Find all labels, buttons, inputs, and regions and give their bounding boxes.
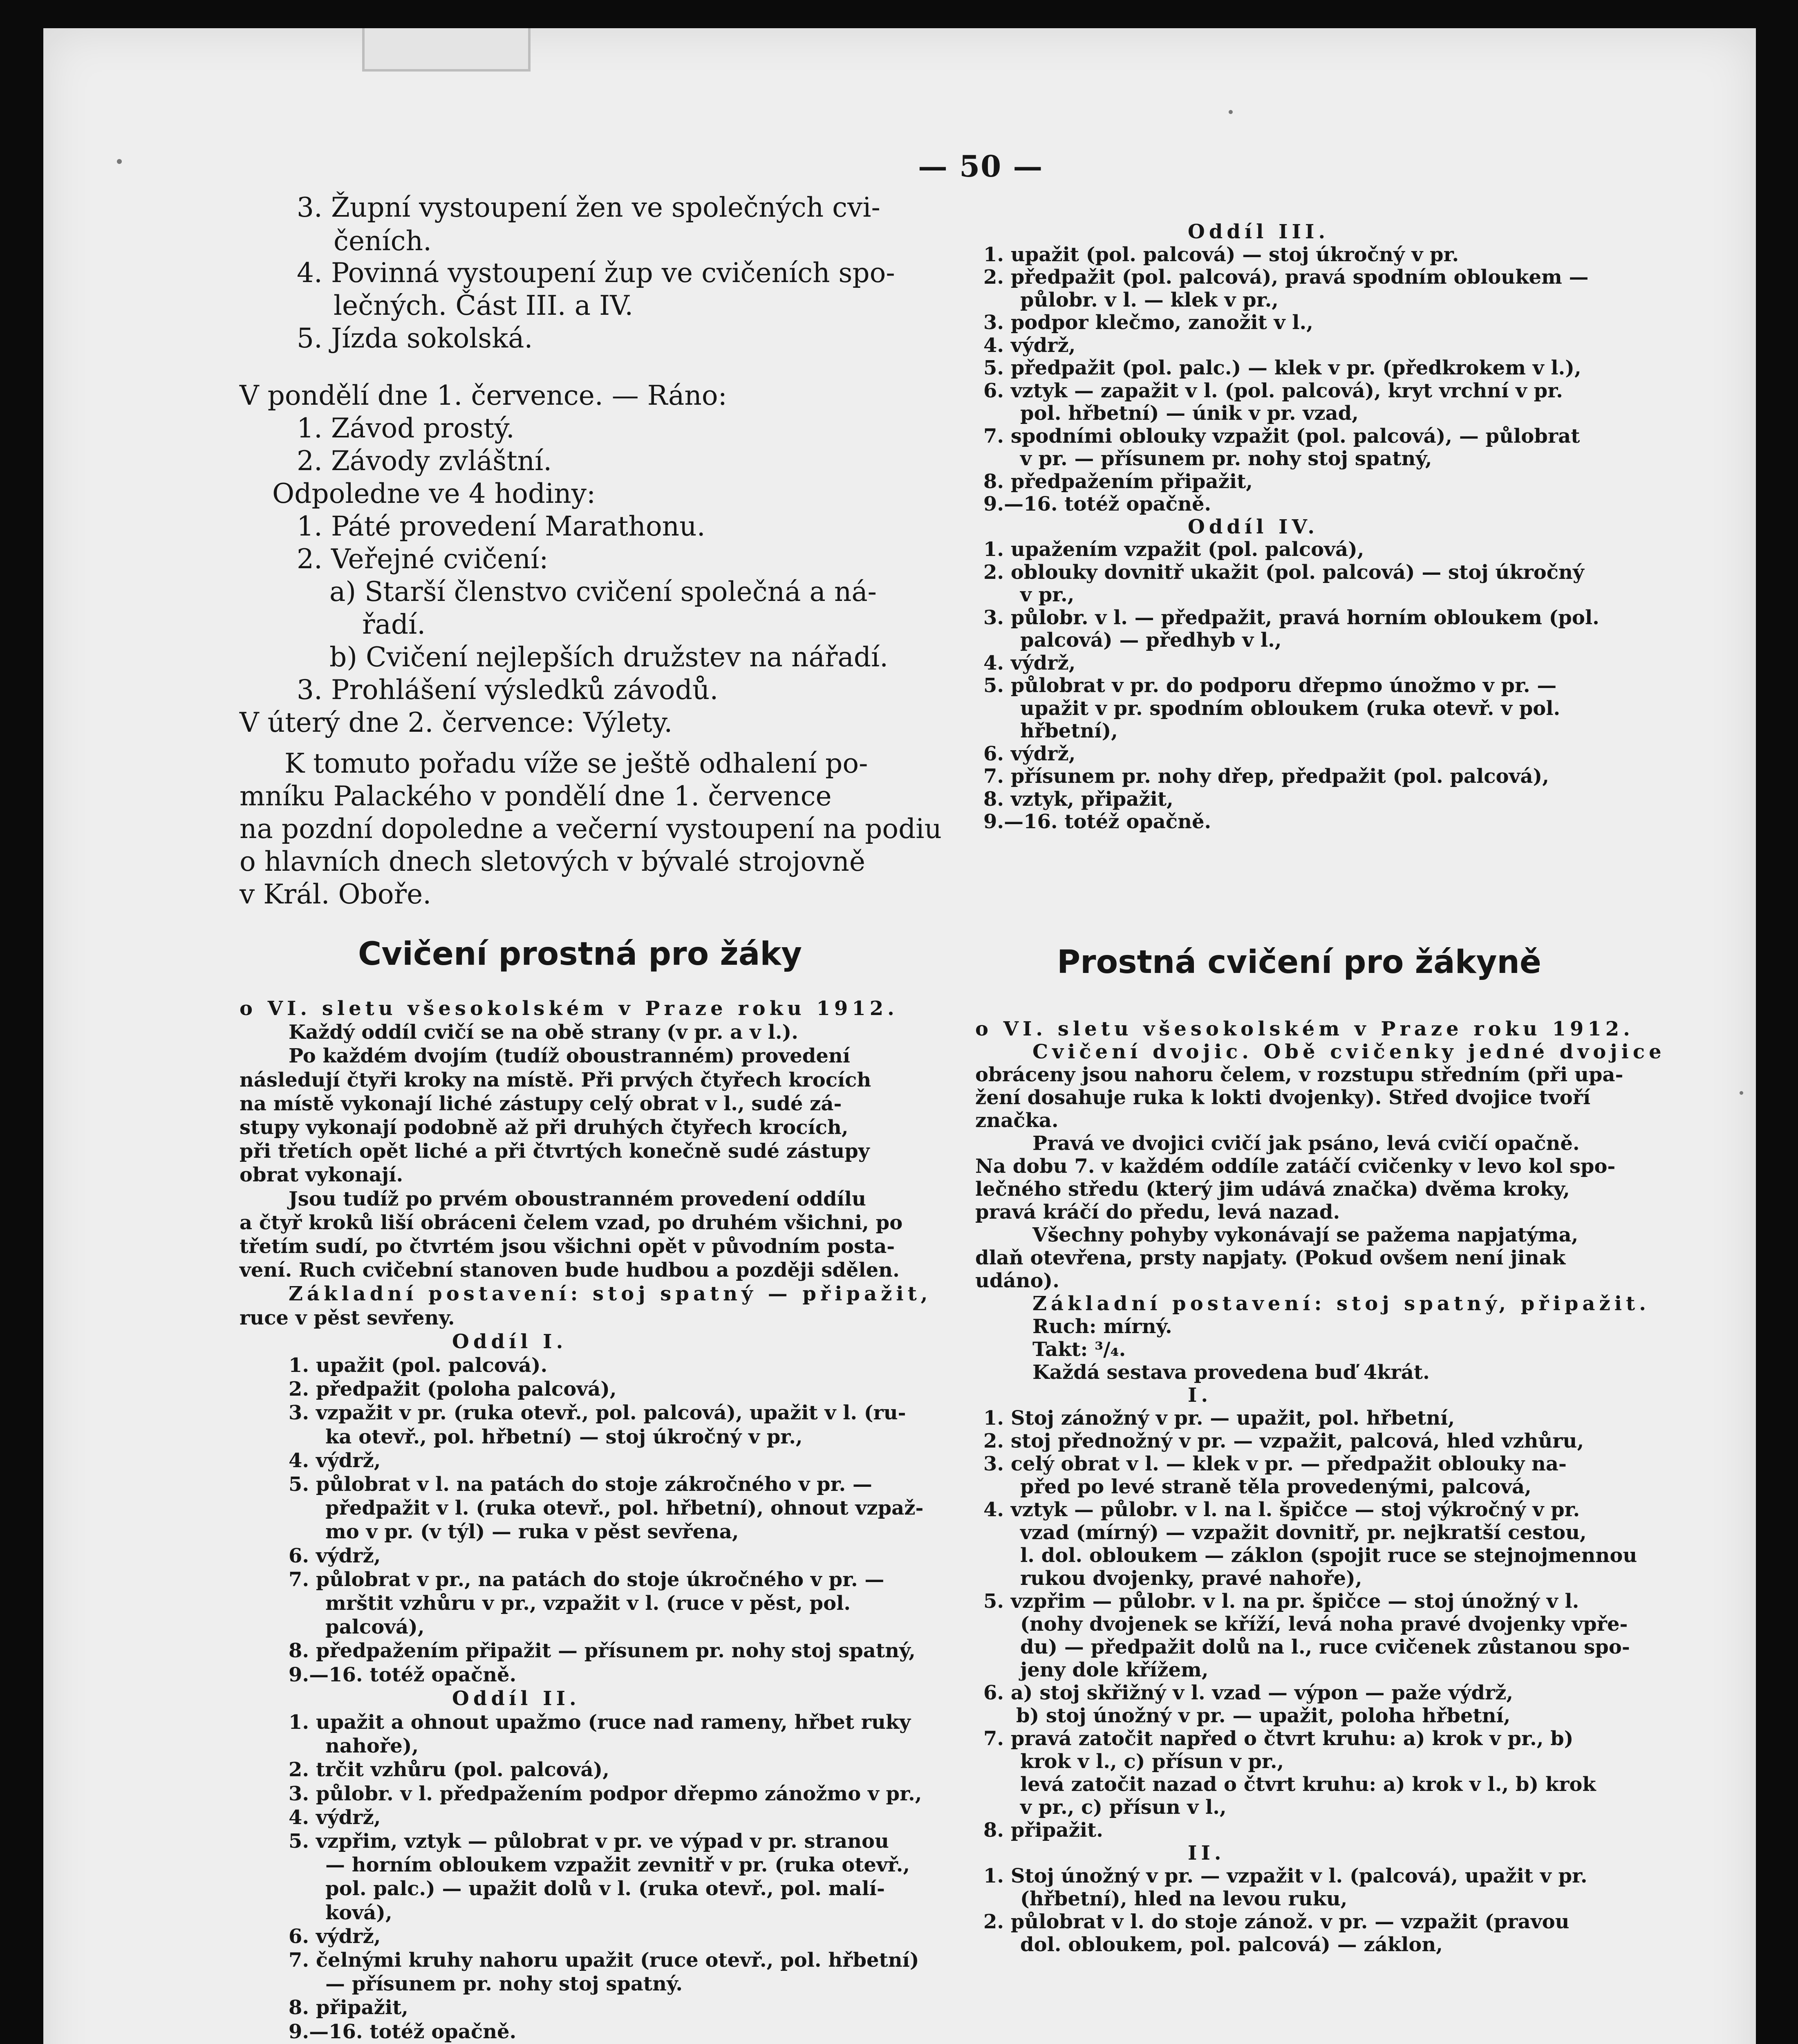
text-line: půlobr. v l. — klek v pr.,	[1020, 288, 1279, 312]
program-line: V úterý dne 2. července: Výlety.	[240, 707, 673, 738]
text-line: Základní postavení: stoj spatný — připažit,	[289, 1282, 932, 1306]
text-line: 3. podpor klečmo, zanožit v l.,	[983, 311, 1313, 334]
program-line: Odpoledne ve 4 hodiny:	[272, 478, 596, 509]
text-line: 3. půlobr. v l. — předpažit, pravá horním obloukem (pol.	[983, 606, 1599, 629]
text-line: 2. stoj přednožný v pr. — vzpažit, palcová, hled vzhůru,	[983, 1430, 1584, 1452]
text-line: hřbetní),	[1020, 719, 1118, 742]
text-line: pol. palc.) — upažit dolů v l. (ruka otevř., pol. malí-	[325, 1877, 885, 1901]
text-line: Oddíl II.	[452, 1687, 580, 1710]
program-line: mníku Palackého v pondělí dne 1. července	[240, 780, 832, 812]
text-line: mrštit vzhůru v pr., vzpažit v l. (ruce v pěst, pol.	[325, 1592, 851, 1615]
text-line: Oddíl IV.	[1188, 515, 1319, 538]
program-line: a) Starší členstvo cvičení společná a ná-	[329, 576, 877, 607]
text-line: jeny dole křížem,	[1020, 1659, 1209, 1681]
text-line: upažit v pr. spodním obloukem (ruka otevř. v pol.	[1020, 697, 1561, 720]
text-line: 5. vzpřim — půlobr. v l. na pr. špičce — stoj únožný v l.	[983, 1590, 1579, 1613]
paper-speck	[1229, 110, 1233, 114]
program-line: V pondělí dne 1. července. — Ráno:	[240, 380, 727, 411]
text-line: 3. půlobr. v l. předpažením podpor dřepmo zánožmo v pr.,	[289, 1782, 922, 1805]
text-line: 7. pravá zatočit napřed o čtvrt kruhu: a) krok v pr., b)	[983, 1727, 1574, 1750]
text-line: 6. a) stoj skřižný v l. vzad — výpon — paže výdrž,	[983, 1681, 1514, 1704]
program-line: o hlavních dnech sletových v bývalé strojovně	[240, 846, 865, 877]
paper-speck	[1740, 1091, 1743, 1095]
program-line: K tomuto pořadu víže se ještě odhalení po-	[284, 748, 868, 779]
program-line: 4. Povinná vystoupení žup ve cvičeních spo-	[297, 257, 895, 289]
text-line: 7. spodními oblouky vzpažit (pol. palcová), — půlobrat	[983, 424, 1580, 448]
section-heading-girls: Prostná cvičení pro žákyně	[1057, 944, 1541, 981]
text-line: 9.—16. totéž opačně.	[983, 493, 1211, 515]
text-line: vzad (mírný) — vzpažit dovnitř, pr. nejkratší cestou,	[1020, 1521, 1587, 1544]
program-line: 1. Závod prostý.	[297, 412, 515, 444]
text-line: Oddíl I.	[452, 1330, 567, 1353]
text-line: — přísunem pr. nohy stoj spatný.	[325, 1972, 683, 1996]
text-line: 9.—16. totéž opačně.	[289, 1663, 517, 1686]
text-line: dol. obloukem, pol. palcová) — záklon,	[1020, 1933, 1443, 1956]
text-line: následují čtyři kroky na místě. Při prvých čtyřech krocích	[240, 1068, 871, 1091]
text-line: Po každém dvojím (tudíž oboustranném) provedení	[289, 1044, 851, 1068]
text-line: 9.—16. totéž opačně.	[289, 2020, 517, 2043]
text-line: 4. výdrž,	[983, 334, 1076, 357]
text-line: II.	[1188, 1842, 1225, 1865]
text-line: 1. upažit (pol. palcová).	[289, 1354, 548, 1377]
text-line: pol. hřbetní) — únik v pr. vzad,	[1020, 402, 1359, 425]
program-line: 3. Župní vystoupení žen ve společných cvi-	[297, 192, 880, 223]
text-line: 1. upažit a ohnout upažmo (ruce nad rameny, hřbet ruky	[289, 1711, 911, 1734]
text-line: Všechny pohyby vykonávají se pažema napjatýma,	[1032, 1224, 1579, 1246]
text-line: před po levé straně těla provedenými, palcová,	[1020, 1475, 1532, 1498]
text-line: 6. výdrž,	[983, 742, 1076, 765]
program-line: řadí.	[362, 609, 426, 640]
text-line: 7. půlobrat v pr., na patách do stoje úkročného v pr. —	[289, 1568, 884, 1591]
program-line: lečných. Část III. a IV.	[334, 290, 634, 321]
text-line: 4. výdrž,	[289, 1806, 381, 1829]
text-line: 4. vztyk — půlobr. v l. na l. špičce — stoj výkročný v pr.	[983, 1498, 1580, 1521]
text-line: Jsou tudíž po prvém oboustranném provedení oddílu	[289, 1187, 866, 1210]
text-line: 8. připažit,	[289, 1996, 408, 2019]
program-line: v Král. Oboře.	[240, 879, 432, 910]
text-line: 4. výdrž,	[289, 1449, 381, 1472]
text-line: 1. upažit (pol. palcová) — stoj úkročný v pr.	[983, 243, 1459, 266]
document-page	[43, 28, 1756, 2044]
program-line: čeních.	[334, 225, 432, 257]
text-line: 9.—16. totéž opačně.	[983, 810, 1211, 833]
text-line: 3. celý obrat v l. — klek v pr. — předpažit oblouky na-	[983, 1452, 1567, 1475]
text-line: 5. předpažit (pol. palc.) — klek v pr. (předkrokem v l.),	[983, 356, 1581, 379]
text-line: rukou dvojenky, pravé nahoře),	[1020, 1567, 1362, 1590]
text-line: l. dol. obloukem — záklon (spojit ruce se stejnojmennou	[1020, 1544, 1637, 1567]
text-line: 1. Stoj zánožný v pr. — upažit, pol. hřbetní,	[983, 1407, 1455, 1430]
text-line: 8. vztyk, připažit,	[983, 787, 1173, 811]
text-line: 6. výdrž,	[289, 1544, 381, 1567]
text-line: pravá kráčí do předu, levá nazad.	[975, 1201, 1340, 1224]
text-line: mo v pr. (v týl) — ruka v pěst sevřena,	[325, 1520, 739, 1544]
text-line: 5. vzpřim, vztyk — půlobrat v pr. ve výpad v pr. stranou	[289, 1830, 889, 1853]
program-line: 5. Jízda sokolská.	[297, 323, 533, 354]
text-line: Takt: ³/₄.	[1032, 1338, 1126, 1361]
program-line: 1. Páté provedení Marathonu.	[297, 511, 705, 542]
text-line: o VI. sletu všesokolském v Praze roku 1912.	[975, 1018, 1634, 1040]
page-tab	[362, 28, 531, 72]
text-line: (hřbetní), hled na levou ruku,	[1020, 1887, 1348, 1910]
text-line: Základní postavení: stoj spatný, připažit.	[1032, 1292, 1650, 1315]
text-line: vení. Ruch cvičební stanoven bude hudbou a později sdělen.	[240, 1259, 900, 1282]
text-line: na místě vykonají liché zástupy celý obrat v l., sudé zá-	[240, 1092, 842, 1115]
program-line: na pozdní dopoledne a večerní vystoupení na podiu	[240, 813, 942, 845]
text-line: palcová) — předhyb v l.,	[1020, 629, 1282, 652]
text-line: Cvičení dvojic. Obě cvičenky jedné dvojice	[1032, 1040, 1666, 1063]
text-line: předpažit v l. (ruka otevř., pol. hřbetní), ohnout vzpaž-	[325, 1497, 924, 1520]
text-line: obráceny jsou nahoru čelem, v rozstupu středním (při upa-	[975, 1063, 1623, 1086]
text-line: 2. oblouky dovnitř ukažit (pol. palcová) — stoj úkročný	[983, 560, 1584, 584]
text-line: Oddíl III.	[1188, 220, 1330, 243]
text-line: Každá sestava provedena buď 4krát.	[1032, 1361, 1430, 1384]
text-line: 5. půlobrat v pr. do podporu dřepmo únožmo v pr. —	[983, 674, 1557, 697]
text-line: o VI. sletu všesokolském v Praze roku 1912.	[240, 997, 898, 1020]
text-line: při třetích opět liché a při čtvrtých konečně sudé zástupy	[240, 1140, 870, 1163]
text-line: ruce v pěst sevřeny.	[240, 1306, 455, 1329]
text-line: obrat vykonají.	[240, 1163, 403, 1187]
text-line: 2. předpažit (poloha palcová),	[289, 1378, 617, 1401]
text-line: b) stoj únožný v pr. — upažit, poloha hřbetní,	[1016, 1704, 1511, 1727]
text-line: Pravá ve dvojici cvičí jak psáno, levá cvičí opačně.	[1032, 1132, 1580, 1155]
page-number: — 50 —	[918, 149, 1043, 184]
text-line: 2. půlobrat v l. do stoje zánož. v pr. — vzpažit (pravou	[983, 1910, 1570, 1933]
program-line: 2. Veřejné cvičení:	[297, 543, 549, 575]
text-line: 7. přísunem pr. nohy dřep, předpažit (pol. palcová),	[983, 765, 1549, 788]
text-line: třetím sudí, po čtvrtém jsou všichni opět v původním posta-	[240, 1235, 895, 1258]
text-line: levá zatočit nazad o čtvrt kruhu: a) krok v l., b) krok	[1020, 1773, 1596, 1796]
text-line: 2. předpažit (pol. palcová), pravá spodním obloukem —	[983, 266, 1589, 289]
text-line: 6. výdrž,	[289, 1925, 381, 1948]
text-line: Na dobu 7. v každém oddíle zatáčí cvičenky v levo kol spo-	[975, 1155, 1616, 1178]
text-line: ka otevř., pol. hřbetní) — stoj úkročný v pr.,	[325, 1425, 803, 1448]
text-line: — horním obloukem vzpažit zevnitř v pr. (ruka otevř.,	[325, 1853, 910, 1877]
text-line: 8. předpažením připažit — přísunem pr. nohy stoj spatný,	[289, 1639, 916, 1663]
text-line: 6. vztyk — zapažit v l. (pol. palcová), kryt vrchní v pr.	[983, 379, 1563, 402]
text-line: ková),	[325, 1901, 392, 1924]
section-heading-boys: Cvičení prostná pro žáky	[358, 936, 802, 973]
text-line: lečného středu (který jim udává značka) dvěma kroky,	[975, 1178, 1570, 1201]
text-line: a čtyř kroků liší obráceni čelem vzad, po druhém všichni, po	[240, 1211, 903, 1234]
text-line: v pr.,	[1020, 583, 1075, 606]
text-line: 7. čelnými kruhy nahoru upažit (ruce otevř., pol. hřbetní)	[289, 1949, 919, 1972]
text-line: žení dosahuje ruka k lokti dvojenky). Střed dvojice tvoří	[975, 1086, 1591, 1109]
text-line: udáno).	[975, 1269, 1059, 1292]
text-line: dlaň otevřena, prsty napjaty. (Pokud ovšem není jinak	[975, 1246, 1566, 1269]
text-line: krok v l., c) přísun v pr.,	[1020, 1750, 1284, 1773]
text-line: 4. výdrž,	[983, 651, 1076, 675]
text-line: nahoře),	[325, 1735, 419, 1758]
text-line: Ruch: mírný.	[1032, 1315, 1172, 1338]
text-line: 1. upažením vzpažit (pol. palcová),	[983, 538, 1364, 561]
text-line: 1. Stoj únožný v pr. — vzpažit v l. (palcová), upažit v pr.	[983, 1865, 1588, 1887]
text-line: 2. trčit vzhůru (pol. palcová),	[289, 1758, 609, 1782]
text-line: Každý oddíl cvičí se na obě strany (v pr. a v l.).	[289, 1021, 798, 1044]
text-line: du) — předpažit dolů na l., ruce cvičenek zůstanou spo-	[1020, 1636, 1630, 1659]
text-line: I.	[1188, 1384, 1212, 1407]
program-line: 3. Prohlášení výsledků závodů.	[297, 674, 719, 706]
paper-speck	[117, 159, 122, 164]
text-line: v pr., c) přísun v l.,	[1020, 1796, 1227, 1819]
text-line: (nohy dvojenek se kříží, levá noha pravé dvojenky vpře-	[1020, 1613, 1628, 1636]
program-line: 2. Závody zvláštní.	[297, 445, 552, 477]
text-line: značka.	[975, 1109, 1059, 1132]
text-line: v pr. — přísunem pr. nohy stoj spatný,	[1020, 447, 1432, 470]
text-line: 3. vzpažit v pr. (ruka otevř., pol. palcová), upažit v l. (ru-	[289, 1401, 906, 1425]
text-line: 5. půlobrat v l. na patách do stoje zákročného v pr. —	[289, 1473, 872, 1496]
program-line: b) Cvičení nejlepších družstev na nářadí.	[329, 641, 889, 673]
text-line: 8. připažit.	[983, 1819, 1103, 1842]
text-line: 8. předpažením připažit,	[983, 470, 1253, 493]
text-line: stupy vykonají podobně až při druhých čtyřech krocích,	[240, 1116, 849, 1139]
text-line: palcová),	[325, 1616, 425, 1639]
